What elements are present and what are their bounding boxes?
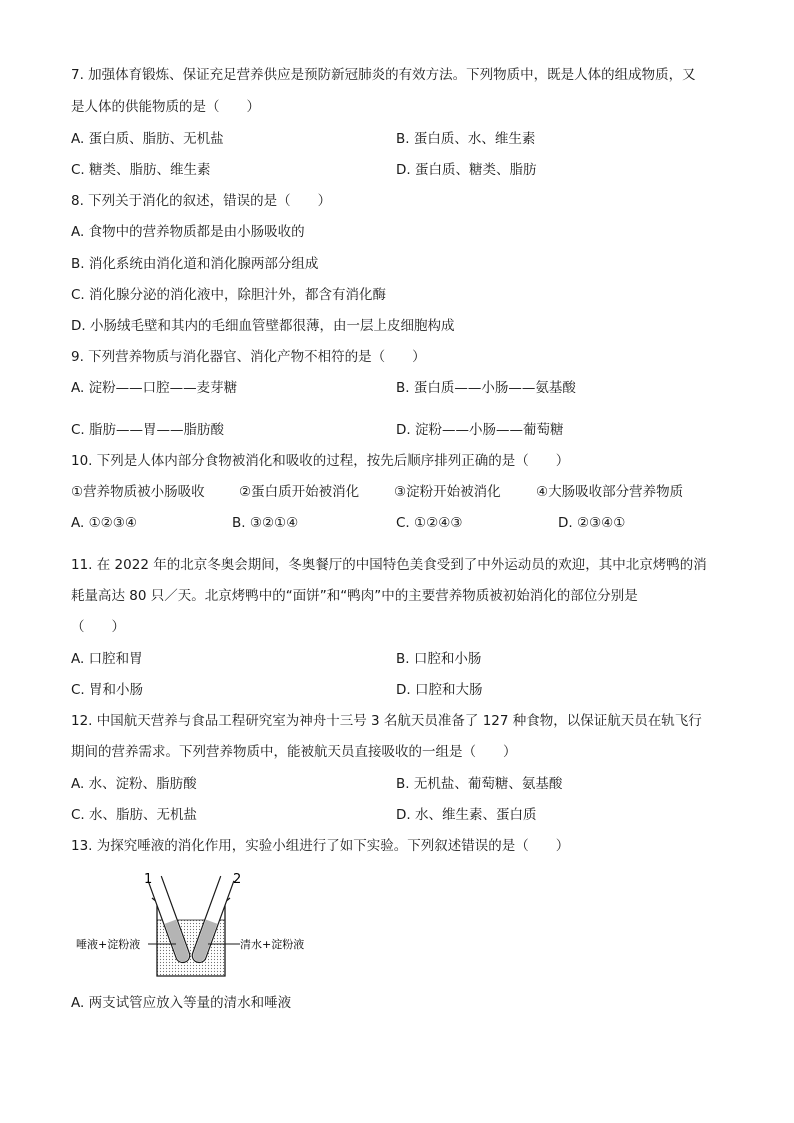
q7-option-d: D. 蛋白质、糖类、脂肪 (396, 162, 537, 178)
q8-option-b: B. 消化系统由消化道和消化腺两部分组成 (71, 256, 319, 272)
q11-option-b: B. 口腔和小肠 (396, 651, 482, 667)
q9-option-c: C. 脂肪——胃——脂肪酸 (71, 422, 225, 438)
q10-options-row (0, 514, 794, 532)
q12-option-a: A. 水、淀粉、脂肪酸 (71, 776, 197, 792)
q11-stem-line-1: 11. 在 2022 年的北京冬奥会期间，冬奥餐厅的中国特色美食受到了中外运动员的欢迎，其中北京烤鸭的消 (71, 557, 707, 573)
q10-item-1: ①营养物质被小肠吸收 (71, 484, 205, 500)
q12-option-b: B. 无机盐、葡萄糖、氨基酸 (396, 776, 563, 792)
q12-stem-line-2: 期间的营养需求。下列营养物质中，能被航天员直接吸收的一组是（ ） (71, 744, 517, 760)
q12-stem-line-1: 12. 中国航天营养与食品工程研究室为神舟十三号 3 名航天员准备了 127 种食物，以保证航天员在轨飞行 (71, 713, 702, 729)
q10-item-3: ③淀粉开始被消化 (394, 484, 501, 500)
q10-stem: 10. 下列是人体内部分食物被消化和吸收的过程，按先后顺序排列正确的是（ ） (71, 453, 570, 469)
q8-option-d: D. 小肠绒毛壁和其内的毛细血管壁都很薄，由一层上皮细胞构成 (71, 318, 455, 334)
q7-stem-line-1: 7. 加强体育锻炼、保证充足营养供应是预防新冠肺炎的有效方法。下列物质中，既是人体的组成物质，又 (71, 67, 696, 83)
q9-stem: 9. 下列营养物质与消化器官、消化产物不相符的是（ ） (71, 349, 426, 365)
q9-option-d: D. 淀粉——小肠——葡萄糖 (396, 422, 564, 438)
q13-stem: 13. 为探究唾液的消化作用，实验小组进行了如下实验。下列叙述错误的是（ ） (71, 838, 570, 854)
q10-items-row (0, 483, 794, 501)
q13-option-a: A. 两支试管应放入等量的清水和唾液 (71, 995, 292, 1011)
q7-option-b: B. 蛋白质、水、维生素 (396, 131, 536, 147)
q7-stem-line-2: 是人体的供能物质的是（ ） (71, 99, 260, 115)
q12-option-d: D. 水、维生素、蛋白质 (396, 807, 537, 823)
tube-2-number: 2 (233, 872, 242, 887)
q10-option-a: A. ①②③④ (71, 515, 137, 531)
q8-stem: 8. 下列关于消化的叙述，错误的是（ ） (71, 193, 332, 209)
q11-option-d: D. 口腔和大肠 (396, 682, 483, 698)
tube-1-number: 1 (144, 872, 153, 887)
q7-option-a: A. 蛋白质、脂肪、无机盐 (71, 131, 224, 147)
q10-item-2: ②蛋白质开始被消化 (239, 484, 360, 500)
q8-option-a: A. 食物中的营养物质都是由小肠吸收的 (71, 224, 305, 240)
q7-option-c: C. 糖类、脂肪、维生素 (71, 162, 211, 178)
q10-item-4: ④大肠吸收部分营养物质 (536, 484, 684, 500)
q11-option-a: A. 口腔和胃 (71, 651, 143, 667)
q9-option-a: A. 淀粉——口腔——麦芽糖 (71, 380, 238, 396)
label-saliva-starch: 唾液+淀粉液 (76, 938, 141, 951)
q12-option-c: C. 水、脂肪、无机盐 (71, 807, 198, 823)
q9-option-b: B. 蛋白质——小肠——氨基酸 (396, 380, 576, 396)
q10-option-d: D. ②③④① (558, 515, 626, 531)
q11-option-c: C. 胃和小肠 (71, 682, 144, 698)
q10-option-b: B. ③②①④ (232, 515, 299, 531)
q13-experiment-figure (72, 868, 322, 983)
q11-stem-line-3: （ ） (71, 619, 125, 635)
q11-stem-line-2: 耗量高达 80 只／天。北京烤鸭中的“面饼”和“鸭肉”中的主要营养物质被初始消化的部位分别是 (71, 588, 638, 604)
q8-option-c: C. 消化腺分泌的消化液中，除胆汁外，都含有消化酶 (71, 287, 387, 303)
q10-option-c: C. ①②④③ (396, 515, 463, 531)
label-water-starch: 清水+淀粉液 (240, 938, 305, 951)
